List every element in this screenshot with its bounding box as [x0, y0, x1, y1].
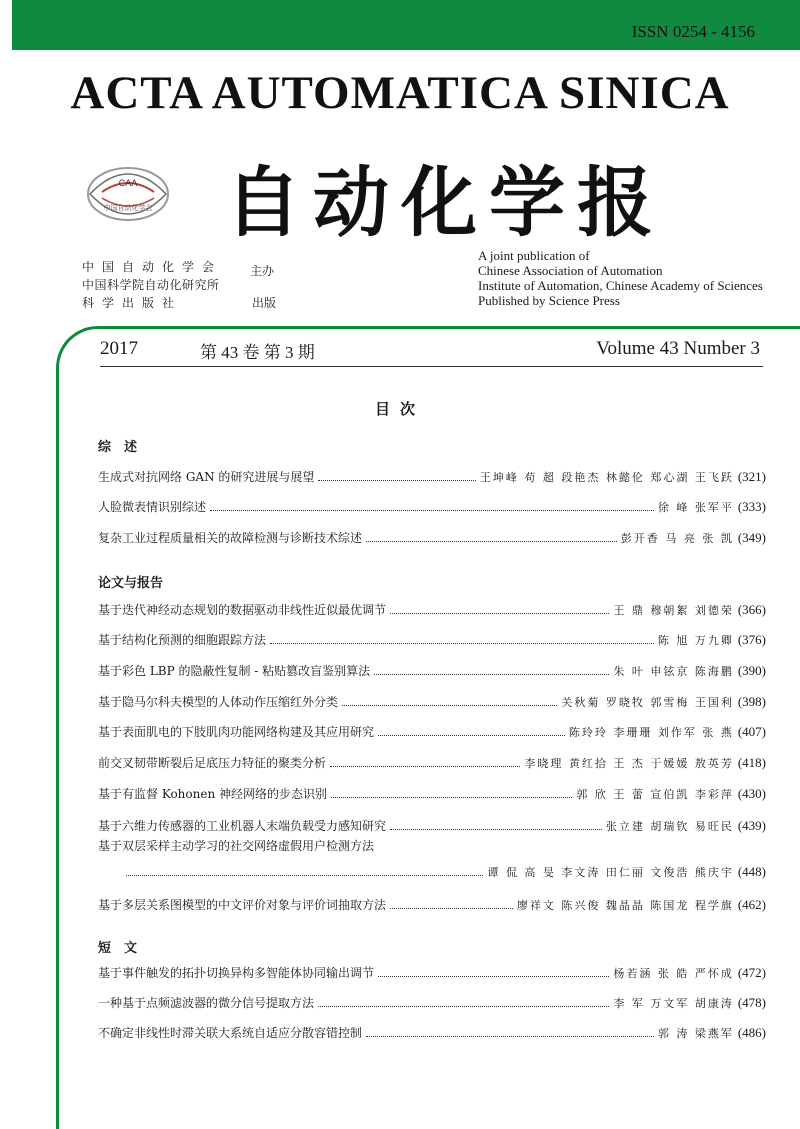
toc-leader-dots [378, 735, 565, 736]
toc-entry[interactable] [98, 722, 766, 740]
publisher-role: 出版 [252, 296, 277, 310]
toc-leader-dots [390, 613, 609, 614]
sponsors-english [478, 248, 763, 308]
toc-leader-dots [366, 1036, 654, 1037]
toc-leader-dots [366, 541, 617, 542]
toc-entry-page: (448) [737, 864, 766, 879]
toc-entry-authors: 王坤峰 苟 超 段艳杰 林懿伦 郑心湖 王飞跃 [479, 471, 734, 484]
toc-entry-title: 前交叉韧带断裂后足底压力特征的聚类分析 [98, 756, 327, 770]
toc-entry-page: (407) [737, 724, 766, 739]
toc-leader-dots [390, 908, 513, 909]
toc-leader-dots [318, 480, 475, 481]
toc-entry-title: 基于迭代神经动态规划的数据驱动非线性近似最优调节 [98, 603, 387, 617]
toc-entry-page: (376) [737, 632, 766, 647]
toc-heading: 目次 [374, 400, 425, 418]
sponsor-line: Published by Science Press [478, 293, 620, 308]
toc-entry[interactable] [98, 895, 766, 913]
logo-text: CAA [118, 178, 138, 188]
toc-entry-authors: 李晓理 黄红拾 王 杰 于媛媛 敖英芳 [524, 757, 734, 770]
toc-section-heading: 综 述 [98, 440, 138, 455]
toc-entry-title: 基于多层关系图模型的中文评价对象与评价词抽取方法 [98, 898, 387, 912]
toc-entry[interactable] [98, 630, 766, 648]
toc-entry-authors: 李 军 万文军 胡康涛 [613, 997, 734, 1010]
issue-volume-chinese: 第 43 卷 第 3 期 [200, 343, 315, 362]
toc-entry-authors: 谭 侃 高 旻 李文涛 田仁丽 文俊浩 熊庆宇 [487, 866, 734, 879]
logo-subtext: 中国自动化学会 [103, 204, 153, 212]
toc-entry-page: (390) [737, 663, 766, 678]
toc-section-heading: 论文与报告 [98, 576, 164, 591]
toc-entry-page: (366) [737, 602, 766, 617]
issue-year: 2017 [100, 338, 138, 359]
publisher-science-press: 科学出版社 [82, 296, 183, 310]
toc-entry-page: (333) [737, 499, 766, 514]
toc-entry-authors: 关秋菊 罗晓牧 郭雪梅 王国利 [561, 696, 734, 709]
sponsor-ia-cas: 中国科学院自动化研究所 [82, 278, 220, 292]
issue-volume-english: Volume 43 Number 3 [596, 338, 760, 359]
issue-info [100, 338, 760, 362]
toc-entry-authors: 王 鼎 穆朝絮 刘德荣 [613, 604, 734, 617]
toc-entry-title: 人脸微表情识别综述 [98, 500, 207, 514]
toc-entry-page: (462) [737, 897, 766, 912]
issn-number: ISSN 0254 - 4156 [631, 22, 755, 41]
toc-entry-title: 基于结构化预测的细胞跟踪方法 [98, 633, 267, 647]
sponsor-role: 主办 [250, 264, 275, 278]
toc-entry-authors: 陈玲玲 李珊珊 刘作军 张 燕 [568, 726, 734, 739]
toc-entry-title: 基于六维力传感器的工业机器人末端负载受力感知研究 [98, 819, 387, 833]
toc-entry-title: 基于有监督 Kohonen 神经网络的步态识别 [98, 787, 328, 801]
toc-entry[interactable] [98, 963, 766, 981]
toc-entry[interactable] [98, 816, 766, 834]
toc-entry[interactable] [98, 600, 766, 618]
toc-entry[interactable] [122, 862, 766, 880]
toc-entry-title: 基于双层采样主动学习的社交网络虚假用户检测方法 [98, 839, 375, 853]
toc-entry-page: (418) [737, 755, 766, 770]
sponsor-caa: 中国自动化学会 [82, 260, 223, 274]
toc-entry-page: (321) [737, 469, 766, 484]
journal-title-english: ACTA AUTOMATICA SINICA [70, 67, 730, 119]
toc-entry[interactable] [98, 661, 766, 679]
toc-leader-dots [318, 1006, 609, 1007]
toc-entry-page: (439) [737, 818, 766, 833]
toc-entry-authors: 张立建 胡瑞钦 易旺民 [605, 820, 734, 833]
journal-title-chinese: 自动化学报 [225, 158, 665, 247]
toc-entry-page: (349) [737, 530, 766, 545]
toc-entry-title: 不确定非线性时滞关联大系统自适应分散容错控制 [98, 1026, 363, 1040]
toc-entry-authors: 朱 叶 申铉京 陈海鹏 [613, 665, 734, 678]
toc-entry[interactable] [98, 753, 766, 771]
sponsor-line: Institute of Automation, Chinese Academy of Sciences [478, 278, 763, 293]
toc-entry-authors: 郭 欣 王 蕾 宣伯凯 李彩萍 [576, 788, 734, 801]
toc-entry[interactable] [98, 836, 766, 854]
toc-entry-title: 基于表面肌电的下肢肌肉功能网络构建及其应用研究 [98, 725, 375, 739]
sponsors-chinese [82, 258, 276, 312]
toc-entry-page: (478) [737, 995, 766, 1010]
toc-entry[interactable] [98, 993, 766, 1011]
toc-leader-dots [378, 976, 609, 977]
toc-leader-dots [210, 510, 654, 511]
toc-entry-title: 基于事件触发的拓扑切换异构多智能体协同输出调节 [98, 966, 375, 980]
toc-entry-page: (486) [737, 1025, 766, 1040]
toc-entry[interactable] [98, 467, 766, 485]
sponsor-line: A joint publication of [478, 248, 590, 263]
toc-leader-dots [270, 643, 654, 644]
toc-entry-page: (398) [737, 694, 766, 709]
toc-entry-page: (430) [737, 786, 766, 801]
toc-entry[interactable] [98, 1023, 766, 1041]
caa-logo [80, 156, 176, 232]
toc-entry-authors: 彭开香 马 亮 张 凯 [620, 532, 734, 545]
toc-entry-authors: 郭 涛 梁燕军 [657, 1027, 734, 1040]
toc-entry-authors: 杨若涵 张 皓 严怀成 [613, 967, 734, 980]
toc-entry-authors: 陈 旭 万九卿 [657, 634, 734, 647]
toc-section-heading: 短 文 [98, 941, 138, 956]
issue-divider [100, 366, 763, 367]
toc-leader-dots [390, 829, 602, 830]
toc-leader-dots [374, 674, 609, 675]
toc-entry-title: 基于隐马尔科夫模型的人体动作压缩红外分类 [98, 695, 339, 709]
sponsor-line: Chinese Association of Automation [478, 263, 663, 278]
toc-entry-page: (472) [737, 965, 766, 980]
toc-entry-authors: 廖祥文 陈兴俊 魏晶晶 陈国龙 程学旗 [516, 899, 734, 912]
toc-entry-title: 一种基于点频滤波器的微分信号提取方法 [98, 996, 315, 1010]
toc-leader-dots [330, 766, 520, 767]
toc-entry-title: 基于彩色 LBP 的隐蔽性复制 - 粘贴篡改盲鉴别算法 [98, 664, 371, 678]
toc-leader-dots [126, 875, 483, 876]
toc-entry-title: 复杂工业过程质量相关的故障检测与诊断技术综述 [98, 531, 363, 545]
toc-entry[interactable] [98, 528, 766, 546]
toc-entry[interactable] [98, 692, 766, 710]
toc-entry[interactable] [98, 497, 766, 515]
toc-entry-authors: 徐 峰 张军平 [657, 501, 734, 514]
toc-entry-title: 生成式对抗网络 GAN 的研究进展与展望 [98, 470, 315, 484]
toc-entry[interactable] [98, 784, 766, 802]
toc-leader-dots [331, 797, 572, 798]
toc-leader-dots [342, 705, 557, 706]
